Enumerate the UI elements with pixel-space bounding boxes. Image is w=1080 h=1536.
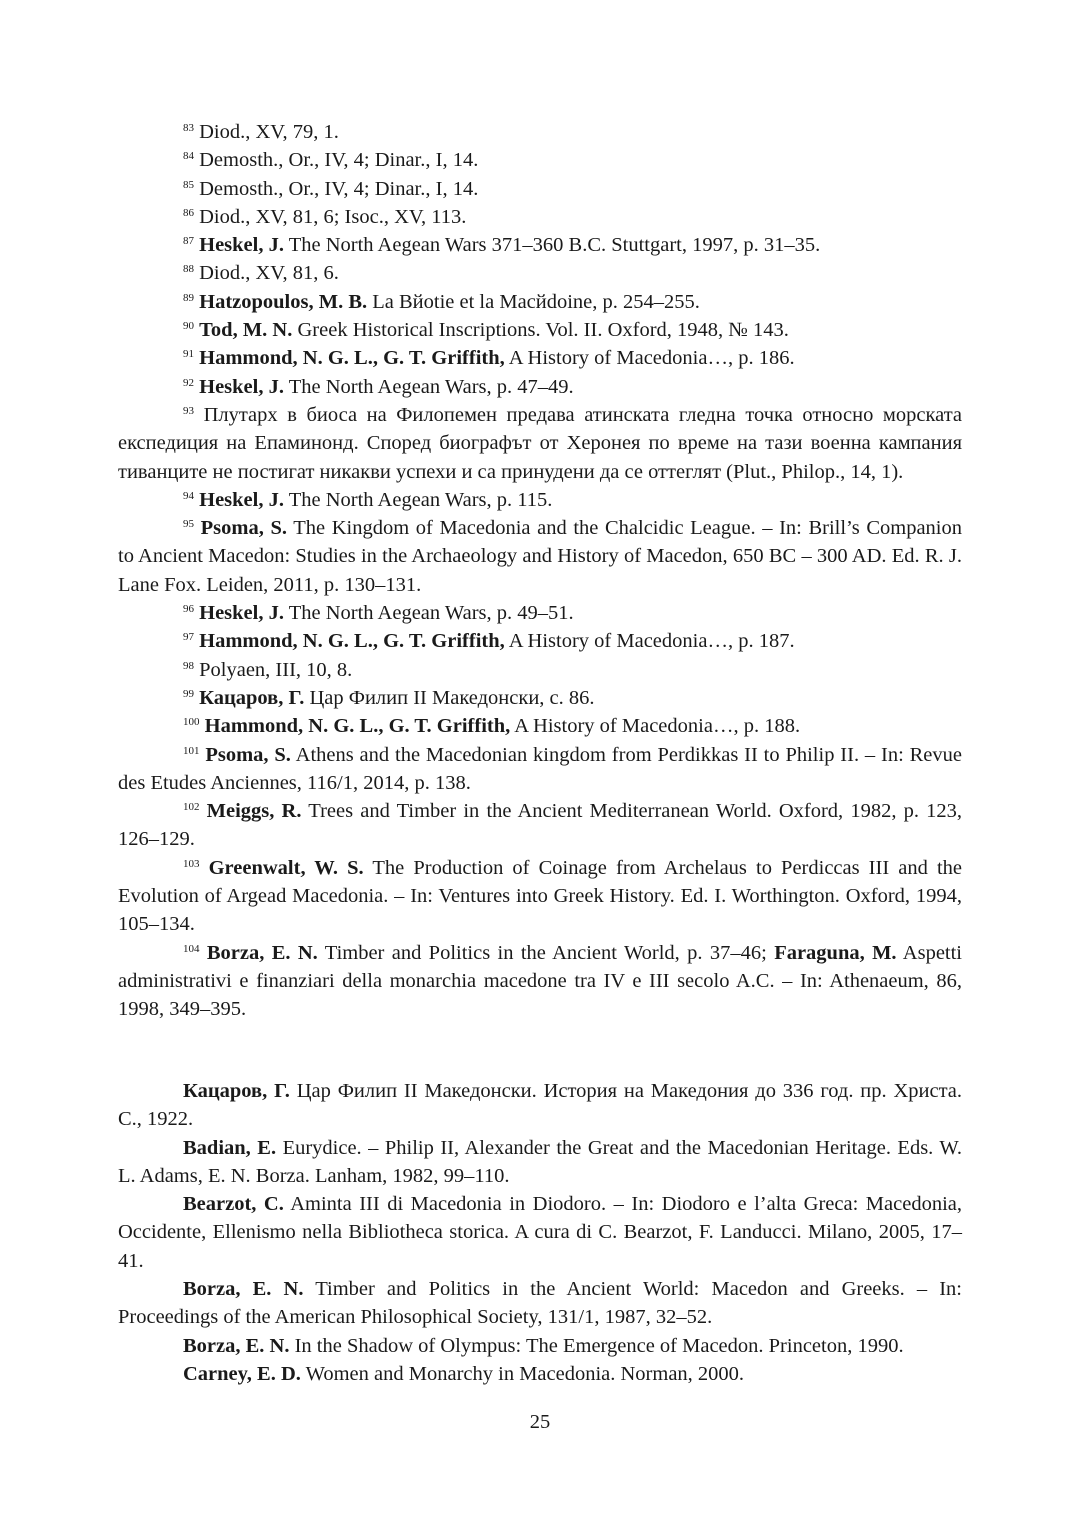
footnote: [118, 741, 962, 798]
footnote: [118, 854, 962, 939]
footnote-number: 92: [183, 376, 194, 389]
footnote-author: Heskel, J.: [199, 234, 284, 257]
footnote-number: 101: [183, 744, 200, 757]
footnote-number: 90: [183, 320, 194, 333]
footnote-text: Плутарх в биоса на Филопемен предава атинската гледна точка относно морската експедиция на Епаминонд. Според биографът от Херонея по време на тази военна кампания тиванците не постигат никакви успехи и са принудени да се оттеглят (Plut., Philop., 14, 1).: [118, 403, 962, 483]
footnote-author: Tod, M. N.: [199, 319, 293, 342]
footnote: [118, 797, 962, 854]
footnote-author: Borza, E. N.: [206, 941, 318, 964]
footnote-text: Demosth., Or., IV, 4; Dinar., I, 14.: [199, 177, 479, 200]
footnote-text: Trees and Timber in the Ancient Mediterranean World. Oxford, 1982, p. 123, 126–129.: [118, 800, 962, 851]
footnote: [118, 656, 962, 684]
footnote-text-second: Aspetti administrativi e finanziari della monarchia macedone tra IV e III secolo A.C. – In: Athenaeum, 86, 1998, 349–395.: [118, 941, 962, 1021]
footnote-text: Polyaen, III, 10, 8.: [199, 658, 353, 681]
footnote-author: Heskel, J.: [199, 488, 284, 511]
footnote-text: The North Aegean Wars, p. 49–51.: [288, 602, 574, 625]
footnote-number: 98: [183, 659, 194, 672]
footnote-number: 96: [183, 603, 194, 616]
footnote-number: 95: [183, 518, 194, 531]
footnote: [118, 627, 962, 655]
footnote: [118, 288, 962, 316]
footnote: [118, 259, 962, 287]
footnote-number: 97: [183, 631, 194, 644]
bibliography-text: Цар Филип II Македонски. История на Македония до 336 год. пр. Христа. С., 1922.: [118, 1080, 962, 1131]
footnote-text: A History of Macedonia…, p. 188.: [514, 715, 801, 738]
bibliography-section: [118, 1077, 962, 1388]
footnote-author: Кацаров, Г.: [199, 686, 305, 709]
footnote: [118, 939, 962, 1024]
footnote-author: Psoma, S.: [200, 517, 287, 540]
bibliography-text: Women and Monarchy in Macedonia. Norman, 2000.: [305, 1362, 745, 1385]
bibliography-entry: [118, 1360, 962, 1388]
footnote: [118, 486, 962, 514]
footnote: [118, 684, 962, 712]
footnote: [118, 514, 962, 599]
footnotes-section: [118, 118, 962, 1024]
footnote-number: 91: [183, 348, 194, 361]
footnote-text: A History of Macedonia…, p. 186.: [508, 347, 795, 370]
footnote-author: Meiggs, R.: [206, 800, 302, 823]
footnote: [118, 373, 962, 401]
footnote: [118, 231, 962, 259]
footnote-number: 94: [183, 489, 194, 502]
bibliography-author: Borza, E. N.: [183, 1278, 304, 1301]
footnote-text: Diod., XV, 81, 6; Isoc., XV, 113.: [199, 205, 467, 228]
footnote-number: 99: [183, 687, 194, 700]
footnote-author: Hammond, N. G. L., G. T. Griffith,: [204, 715, 511, 738]
footnote-author: Hammond, N. G. L., G. T. Griffith,: [199, 347, 505, 370]
footnote-text: Diod., XV, 81, 6.: [199, 262, 339, 285]
footnote-author: Heskel, J.: [199, 375, 284, 398]
footnote-author: Hatzopoulos, M. B.: [199, 290, 368, 313]
footnote-text: The North Aegean Wars, p. 115.: [288, 488, 553, 511]
bibliography-entry: [118, 1077, 962, 1134]
footnote-number: 104: [183, 942, 200, 955]
bibliography-author: Badian, E.: [183, 1136, 277, 1159]
footnote-number: 84: [183, 150, 194, 163]
footnote: [118, 203, 962, 231]
footnote-author-second: Faraguna, M.: [774, 941, 897, 964]
bibliography-entry: [118, 1134, 962, 1191]
footnote-number: 83: [183, 122, 194, 134]
footnote-text: Diod., XV, 79, 1.: [199, 121, 339, 143]
footnote-author: Greenwalt, W. S.: [208, 856, 364, 879]
footnote: [118, 599, 962, 627]
footnote-author: Heskel, J.: [199, 602, 284, 625]
page-number: 25: [529, 1411, 551, 1433]
footnote-number: 93: [183, 404, 194, 417]
footnote-text: La Вйotie et la Macйdoine, p. 254–255.: [372, 290, 700, 313]
footnote-text: Demosth., Or., IV, 4; Dinar., I, 14.: [199, 149, 479, 172]
footnote: [118, 401, 962, 486]
bibliography-text: Aminta III di Macedonia in Diodoro. – In: Diodoro e l’alta Greca: Macedonia, Occidente, Ellenismo nella Bibliotheca storica. A cura di C. Bearzot, F. Landucci. Milano, 2005, 17–41.: [118, 1193, 962, 1272]
footnote-number: 102: [183, 801, 200, 814]
footnote-text: Цар Филип II Македонски, с. 86.: [309, 686, 595, 709]
footnote-number: 103: [183, 857, 200, 870]
footnote: [118, 344, 962, 372]
footnote-number: 100: [183, 716, 200, 729]
bibliography-text: Timber and Politics in the Ancient World: Macedon and Greeks. – In: Proceedings of the American Philosophical Society, 131/1, 1987, 32–52.: [118, 1278, 962, 1329]
footnote-text: The Kingdom of Macedonia and the Chalcidic League. – In: Brill’s Companion to Ancient Macedon: Studies in the Archaeology and History of Macedon, 650 BC – 300 AD. Ed. R. J. Lane Fox. Leiden, 2011, p. 130–131.: [118, 517, 962, 596]
bibliography-author: Bearzot, C.: [183, 1193, 284, 1216]
bibliography-text: Eurydice. – Philip II, Alexander the Great and the Macedonian Heritage. Eds. W. L. Adams, E. N. Borza. Lanham, 1982, 99–110.: [118, 1136, 962, 1187]
footnote-author: Psoma, S.: [205, 743, 291, 766]
bibliography-entry: [118, 1275, 962, 1332]
footnote: [118, 118, 962, 146]
footnote-number: 87: [183, 235, 194, 248]
footnote-text: The North Aegean Wars, p. 47–49.: [288, 375, 574, 398]
bibliography-author: Borza, E. N.: [183, 1334, 290, 1357]
footnote-text: Athens and the Macedonian kingdom from Perdikkas II to Philip II. – In: Revue des Etudes Anciennes, 116/1, 2014, p. 138.: [118, 743, 962, 794]
bibliography-entry: [118, 1190, 962, 1275]
footnote-author: Hammond, N. G. L., G. T. Griffith,: [199, 630, 505, 653]
bibliography-text: In the Shadow of Olympus: The Emergence of Macedon. Princeton, 1990.: [294, 1334, 904, 1357]
footnote: [118, 146, 962, 174]
footnote-number: 85: [183, 178, 194, 191]
footnote: [118, 712, 962, 740]
footnote: [118, 316, 962, 344]
bibliography-author: Carney, E. D.: [183, 1362, 301, 1385]
footnote-text: Timber and Politics in the Ancient World, p. 37–46;: [324, 941, 767, 964]
footnote-text: The Production of Coinage from Archelaus to Perdiccas III and the Evolution of Argead Macedonia. – In: Ventures into Greek History. Ed. I. Worthington. Oxford, 1994, 105–134.: [118, 856, 962, 936]
bibliography-entry: [118, 1332, 962, 1360]
footnote-number: 89: [183, 291, 194, 304]
footnote-number: 86: [183, 206, 194, 219]
bibliography-author: Кацаров, Г.: [183, 1080, 290, 1102]
footnote-text: A History of Macedonia…, p. 187.: [508, 630, 795, 653]
footnote-text: The North Aegean Wars 371–360 B.C. Stuttgart, 1997, p. 31–35.: [288, 234, 821, 257]
footnote: [118, 175, 962, 203]
footnote-number: 88: [183, 263, 194, 276]
footnote-text: Greek Historical Inscriptions. Vol. II. Oxford, 1948, № 143.: [297, 319, 789, 342]
